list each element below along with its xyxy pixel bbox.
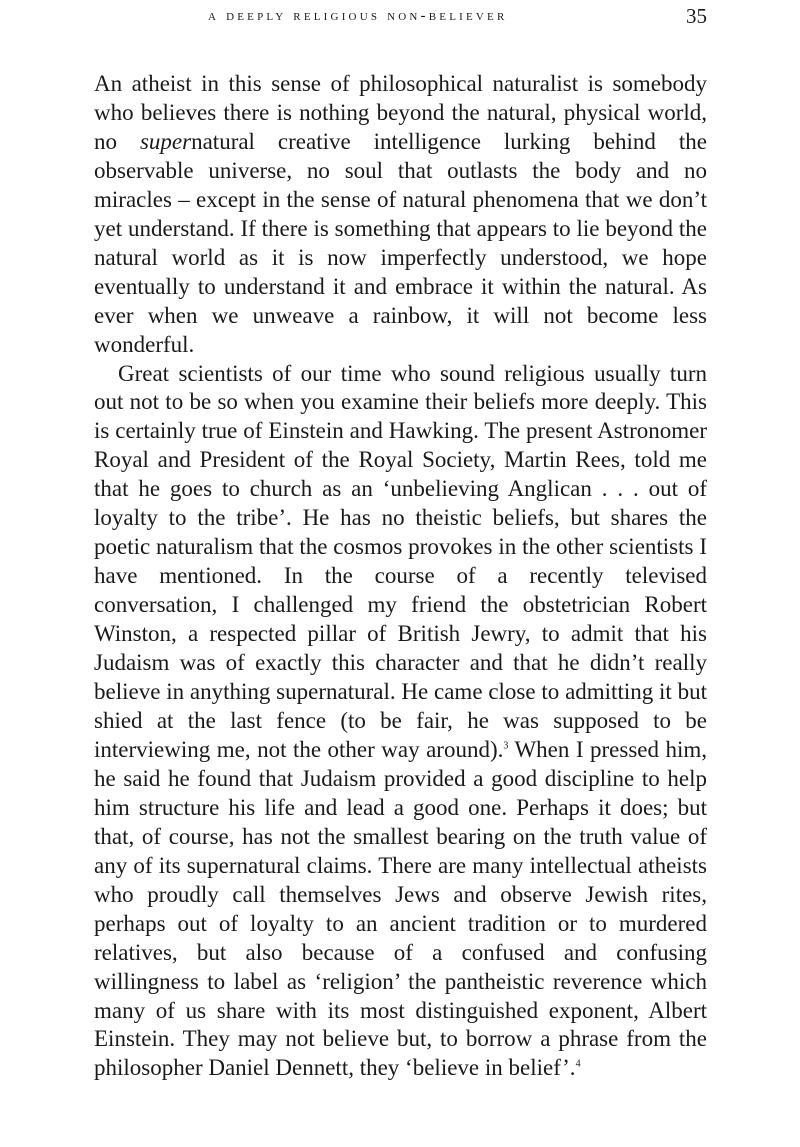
- body-text: [94, 70, 707, 1083]
- paragraph-2: [94, 360, 707, 1084]
- paragraph-1: [94, 70, 707, 360]
- footnote-marker-3: 3: [503, 740, 509, 752]
- paragraph-2-text-a: Great scientists of our time who sound religious usually turn out not to be so when you examine their beliefs more deeply. This is certainly true of Einstein and Hawking. The present Astronomer Royal and President of the Royal Society, Martin Rees, told me that he goes to church as an ‘unbelieving Anglican . . . out of loyalty to the tribe’. He has no theistic beliefs, but shares the poetic naturalism that the cosmos provokes in the other scientists I have mentioned. In the course of a recently televised conversation, I challenged my friend the obstetrician Robert Winston, a respected pillar of British Jewry, to admit that his Judaism was of exactly this character and that he didn’t really believe in anything supernatural. He came close to admitting it but shied at the last fence (to be fair, he was supposed to be interviewing me, not the other way around).: [94, 360, 707, 762]
- paragraph-2-text-b: When I pressed him, he said he found that Judaism provided a good discipline to help him structure his life and lead a good one. Perhaps it does; but that, of course, has not the smallest bearing on the truth value of any of its supernatural claims. There are many intellectual atheists who proudly call themselves Jews and observe Jewish rites, perhaps out of loyalty to an ancient tradition or to murdered relatives, but also because of a confused and confusing willingness to label as ‘religion’ the pantheistic reverence which many of us share with its most distinguished exponent, Albert Einstein. They may not believe but, to borrow a phrase from the philosopher Daniel Dennett, they ‘believe in belief’.: [94, 736, 707, 1081]
- paragraph-1-text-a: An atheist in this sense of philosophical naturalist is somebody who believes there is nothing beyond the natural, physical world, no: [94, 71, 707, 154]
- footnote-marker-4: 4: [575, 1058, 581, 1070]
- running-title: a deeply religious non-believer: [208, 8, 508, 24]
- running-head: [0, 6, 800, 32]
- page-number: 35: [686, 4, 707, 28]
- paragraph-1-text-b: natural creative intelligence lurking behind the observable universe, no soul that outlasts the body and no miracles – except in the sense of natural phenomena that we don’t yet understand. If there is something that appears to lie beyond the natural world as it is now imperfectly understood, we hope eventually to understand it and embrace it within the natural. As ever when we unweave a rainbow, it will not become less wonderful.: [94, 128, 707, 357]
- paragraph-1-emphasis: super: [139, 128, 192, 154]
